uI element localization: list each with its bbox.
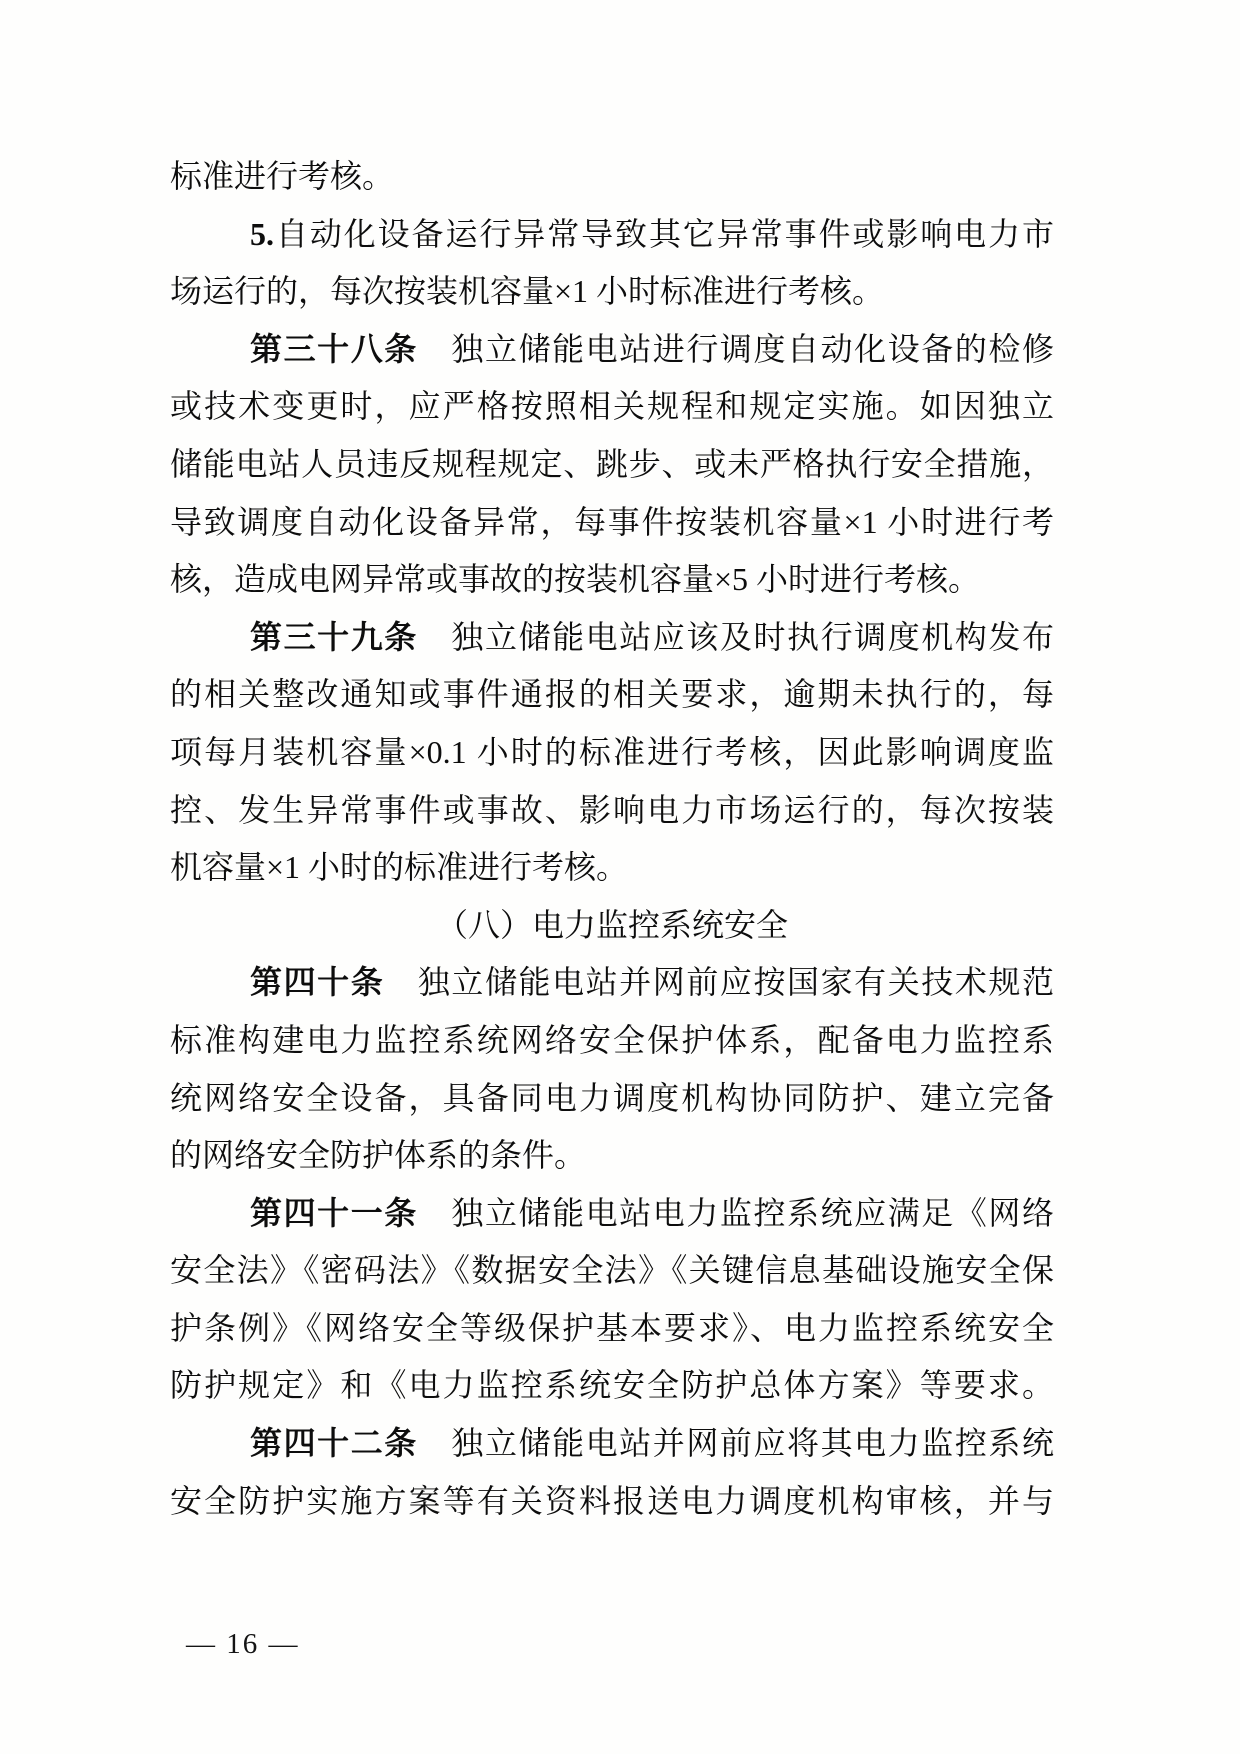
line-article-38-body-1: 或技术变更时，应严格按照相关规程和规定实施。如因独立 [170, 388, 1054, 425]
article-41-number: 第四十一条 [250, 1194, 418, 1231]
line-text: 独立储能电站并网前应将其电力监控系统 [417, 1425, 1054, 1462]
line-article-39-end: 机容量×1 小时的标准进行考核。 [170, 849, 629, 886]
document-text-block [170, 148, 1054, 1530]
section-heading-8: （八）电力监控系统安全 [435, 906, 788, 943]
line-text: 独立储能电站电力监控系统应满足《网络 [417, 1194, 1054, 1231]
page-number: — 16 — [186, 1628, 300, 1660]
line-item-5-start [170, 206, 1054, 264]
line-text: 独立储能电站进行调度自动化设备的检修 [417, 330, 1054, 367]
line-text: 独立储能电站应该及时执行调度机构发布 [417, 618, 1054, 655]
line-article-39-start [170, 609, 1054, 667]
line-article-41-start [170, 1185, 1054, 1243]
line-article-38-body-3: 导致调度自动化设备异常，每事件按装机容量×1 小时进行考 [170, 503, 1054, 540]
line-text: 独立储能电站并网前应按国家有关技术规范 [384, 964, 1054, 1001]
line-article-39-body-2: 项每月装机容量×0.1 小时的标准进行考核，因此影响调度监 [170, 733, 1054, 770]
line-article-42-body-1: 安全防护实施方案等有关资料报送电力调度机构审核，并与 [170, 1482, 1054, 1519]
article-40-number: 第四十条 [250, 964, 385, 1001]
line-article-40-body-2: 统网络安全设备，具备同电力调度机构协同防护、建立完备 [170, 1079, 1054, 1116]
line-item-5-end: 场运行的，每次按装机容量×1 小时标准进行考核。 [170, 273, 885, 310]
item-5-number: 5. [250, 215, 274, 252]
article-39-number: 第三十九条 [250, 618, 418, 655]
line-para-continuation: 标准进行考核。 [170, 158, 395, 194]
line-text: 自动化设备运行异常导致其它异常事件或影响电力市 [274, 215, 1054, 252]
line-article-41-body-1: 安全法》《密码法》《数据安全法》《关键信息基础设施安全保 [170, 1252, 1054, 1289]
line-article-41-body-2: 护条例》《网络安全等级保护基本要求》、电力监控系统安全 [170, 1309, 1054, 1346]
line-article-38-body-2: 储能电站人员违反规程规定、跳步、或未严格执行安全措施， [170, 445, 1054, 482]
line-article-38-end: 核，造成电网异常或事故的按装机容量×5 小时进行考核。 [170, 561, 981, 598]
line-article-41-end: 防护规定》和《电力监控系统安全防护总体方案》等要求。 [170, 1367, 1054, 1404]
line-article-40-start [170, 954, 1054, 1012]
article-38-number: 第三十八条 [250, 330, 418, 367]
line-article-40-end: 的网络安全防护体系的条件。 [170, 1137, 587, 1174]
line-article-39-body-1: 的相关整改通知或事件通报的相关要求，逾期未执行的，每 [170, 676, 1054, 713]
article-42-number: 第四十二条 [250, 1425, 418, 1462]
line-article-42-start [170, 1415, 1054, 1473]
line-article-38-start [170, 321, 1054, 379]
line-article-39-body-3: 控、发生异常事件或事故、影响电力市场运行的，每次按装 [170, 791, 1054, 828]
line-article-40-body-1: 标准构建电力监控系统网络安全保护体系，配备电力监控系 [170, 1021, 1054, 1058]
